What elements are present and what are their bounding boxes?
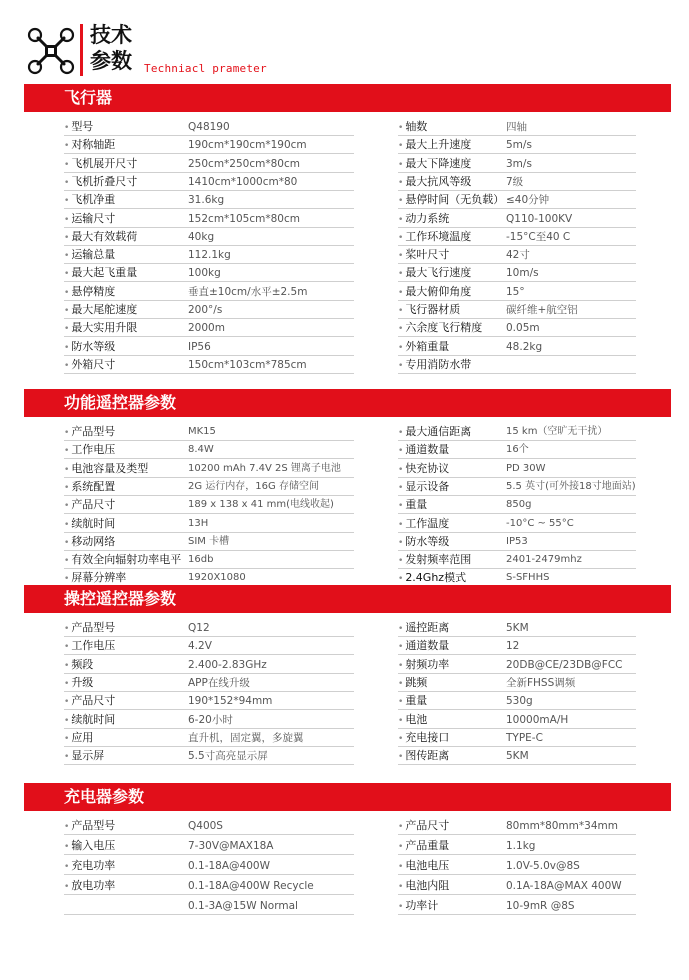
row-divider (398, 854, 636, 855)
spec-value-r: 42寸 (506, 249, 530, 262)
spec-label-text: 动力系统 (405, 211, 450, 225)
bullet-icon: • (398, 715, 404, 726)
bullet-icon: • (398, 642, 404, 653)
bullet-icon: • (64, 715, 70, 726)
bullet-icon: • (64, 287, 70, 298)
spec-label-text: 飞行器材质 (405, 303, 461, 316)
bullet-icon: • (398, 556, 404, 567)
spec-value-l: 10200 mAh 7.4V 2S 锂离子电池 (188, 462, 341, 474)
spec-value-r: 10-9mR @8S (506, 900, 575, 912)
spec-value-l: MK15 (188, 426, 216, 437)
spec-row (24, 155, 671, 173)
spec-value-l: 152cm*105cm*80cm (188, 212, 300, 225)
section-banner: 功能遥控器参数 (24, 389, 671, 417)
spec-value-l: 150cm*103cm*785cm (188, 358, 307, 371)
bullet-icon: • (398, 251, 404, 262)
spec-value-r: 7级 (506, 175, 524, 188)
spec-label-text: 跳频 (405, 675, 428, 689)
spec-value-r: 5.5 英寸(可外接18寸地面站) (506, 480, 636, 492)
spec-value-r: ≤40分钟 (506, 194, 550, 207)
spec-value-l: 190*152*94mm (188, 695, 273, 708)
spec-value-r: 15 km（空旷无干扰） (506, 426, 608, 437)
spec-label-text: 发射频率范围 (405, 553, 472, 567)
spec-value-l: SIM 卡槽 (188, 535, 230, 547)
bullet-icon: • (398, 159, 404, 170)
bullet-icon: • (64, 464, 70, 475)
spec-row (24, 533, 671, 551)
row-divider (64, 834, 354, 835)
page-title (90, 22, 132, 74)
spec-row (24, 478, 671, 496)
spec-value-r: 12 (506, 640, 520, 653)
spec-value-l: 200°/s (188, 304, 223, 316)
spec-label-text: 遥控距离 (405, 621, 450, 634)
spec-label-text: 产品尺寸 (405, 819, 450, 832)
spec-value-r: 20DB@CE/23DB@FCC (506, 658, 623, 671)
spec-value-r: 850g (506, 499, 532, 511)
bullet-icon: • (64, 822, 70, 832)
spec-row (24, 210, 671, 228)
spec-value-l: 13H (188, 517, 209, 529)
spec-value-l: Q400S (188, 820, 223, 832)
spec-row (24, 817, 671, 835)
spec-value-l: 1410cm*1000cm*80 (188, 175, 298, 188)
spec-label-text: 升级 (71, 675, 94, 689)
title-accent-bar (80, 24, 83, 76)
spec-label-text: 重量 (405, 498, 428, 512)
spec-label-text: 防水等级 (405, 534, 450, 548)
spec-section-3 (24, 585, 671, 763)
spec-label-text: 产品尺寸 (71, 694, 116, 708)
spec-label-text: 产品尺寸 (71, 498, 116, 512)
spec-value-l: 2000m (188, 322, 225, 335)
page-title-line2: 参数 (90, 49, 132, 73)
spec-label-text: 系统配置 (71, 479, 116, 493)
spec-value-r: 碳纤维+航空铝 (506, 304, 578, 316)
bullet-icon: • (64, 342, 70, 353)
bullet-icon: • (398, 306, 404, 316)
spec-row (24, 246, 671, 264)
bullet-icon: • (64, 177, 70, 188)
spec-label-text: 型号 (71, 120, 94, 133)
spec-label-text: 最大起飞重量 (71, 266, 138, 280)
row-divider (64, 894, 354, 895)
bullet-icon: • (64, 269, 70, 280)
spec-label-text: 电池 (405, 712, 428, 726)
spec-value-r: 5KM (506, 622, 529, 634)
bullet-icon: • (398, 446, 404, 457)
spec-value-r: 80mm*80mm*34mm (506, 820, 618, 832)
bullet-icon: • (64, 752, 70, 763)
spec-value-r: 5m/s (506, 139, 532, 152)
spec-label-text: 功率计 (405, 899, 439, 912)
spec-label-text: 专用消防水带 (405, 357, 472, 371)
section-banner: 操控遥控器参数 (24, 585, 671, 613)
spec-value-r: 1.1kg (506, 840, 536, 852)
bullet-icon: • (398, 574, 404, 585)
spec-label-text: 悬停精度 (71, 284, 116, 298)
spec-label-text: 运输总量 (71, 248, 116, 262)
bullet-icon: • (398, 882, 404, 892)
spec-row (24, 877, 671, 895)
bullet-icon: • (64, 141, 70, 152)
bullet-icon: • (398, 624, 404, 634)
spec-label-text: 快充协议 (405, 461, 450, 475)
spec-row (24, 515, 671, 533)
bullet-icon: • (398, 269, 404, 280)
row-divider (64, 914, 354, 915)
spec-value-l: 0.1-18A@400W Recycle (188, 880, 314, 892)
page-subtitle: Techniacl prameter (144, 62, 267, 75)
row-divider (398, 894, 636, 895)
spec-value-r: 530g (506, 695, 533, 708)
spec-value-r: 15° (506, 285, 525, 298)
spec-section-1 (24, 84, 671, 371)
spec-value-r: 0.05m (506, 322, 540, 335)
spec-row (24, 496, 671, 514)
spec-label-text: 桨叶尺寸 (405, 248, 450, 262)
bullet-icon: • (398, 678, 404, 689)
spec-label-text: 最大有效载荷 (71, 229, 138, 243)
section-banner: 飞行器 (24, 84, 671, 112)
spec-value-l: 2.400-2.83GHz (188, 658, 267, 671)
row-divider (64, 373, 354, 374)
bullet-icon: • (398, 287, 404, 298)
drone-logo-icon (26, 26, 76, 76)
bullet-icon: • (64, 324, 70, 335)
spec-value-l: 0.1-3A@15W Normal (188, 900, 298, 912)
bullet-icon: • (398, 324, 404, 335)
bullet-icon: • (398, 232, 404, 243)
bullet-icon: • (64, 537, 70, 548)
bullet-icon: • (398, 842, 404, 852)
spec-value-r: -15°C至40 C (506, 230, 571, 243)
spec-label-text: 最大飞行速度 (405, 266, 472, 280)
spec-value-r: S-SFHHS (506, 572, 550, 584)
spec-value-l: 2G 运行内存，16G 存储空间 (188, 480, 319, 492)
bullet-icon: • (398, 123, 404, 133)
spec-label-text: 最大下降速度 (405, 156, 472, 170)
spec-label-text: 外箱尺寸 (71, 357, 116, 371)
spec-value-l: 190cm*190cm*190cm (188, 139, 307, 152)
spec-row (24, 356, 671, 374)
spec-label-text: 移动网络 (71, 534, 116, 548)
spec-row (24, 637, 671, 655)
spec-label-text: 有效全向辐射功率电平 (71, 553, 182, 567)
spec-section-2 (24, 389, 671, 585)
spec-label-text: 飞机折叠尺寸 (71, 174, 138, 188)
spec-label-text: 最大实用升限 (71, 321, 138, 335)
spec-label-text: 应用 (71, 730, 94, 744)
spec-value-r: 10000mA/H (506, 713, 569, 726)
section-banner: 充电器参数 (24, 783, 671, 811)
bullet-icon: • (64, 501, 70, 512)
bullet-icon: • (64, 642, 70, 653)
spec-label-text: 屏幕分辨率 (71, 571, 127, 585)
spec-value-r: 0.1A-18A@MAX 400W (506, 880, 622, 892)
bullet-icon: • (64, 214, 70, 225)
spec-row (24, 264, 671, 282)
spec-label-text: 充电功率 (71, 859, 116, 872)
spec-value-r: PD 30W (506, 462, 546, 474)
bullet-icon: • (64, 882, 70, 892)
bullet-icon: • (64, 482, 70, 493)
spec-value-l: 8.4W (188, 444, 214, 456)
spec-row (24, 441, 671, 459)
bullet-icon: • (398, 733, 404, 744)
spec-value-l: 189 x 138 x 41 mm(电线收起) (188, 499, 334, 511)
spec-value-l: 1920X1080 (188, 572, 246, 584)
spec-value-r: 5KM (506, 750, 529, 763)
spec-label-text: 防水等级 (71, 339, 116, 353)
bullet-icon: • (64, 574, 70, 585)
spec-label-text: 最大上升速度 (405, 138, 472, 152)
spec-value-r: 四轴 (506, 121, 527, 133)
spec-label-text: 放电功率 (71, 879, 116, 892)
spec-label-text: 显示设备 (405, 479, 450, 493)
bullet-icon: • (398, 214, 404, 225)
spec-label-text: 飞机净重 (71, 193, 116, 207)
bullet-icon: • (398, 862, 404, 872)
spec-row (24, 338, 671, 356)
spec-row (24, 711, 671, 729)
spec-value-l: 5.5寸高亮显示屏 (188, 750, 268, 763)
spec-label-text: 最大尾舵速度 (71, 303, 138, 316)
bullet-icon: • (398, 519, 404, 530)
spec-value-l: IP56 (188, 340, 211, 353)
spec-value-l: 垂直±10cm/水平±2.5m (188, 285, 308, 298)
bullet-icon: • (64, 446, 70, 457)
spec-row (24, 837, 671, 855)
bullet-icon: • (398, 360, 404, 371)
spec-value-l: 16db (188, 554, 214, 566)
spec-label-text: 工作温度 (405, 516, 450, 530)
spec-label-text: 外箱重量 (405, 339, 450, 353)
spec-row (24, 747, 671, 765)
spec-label-text: 六余度飞行精度 (405, 321, 483, 335)
spec-label-text: 电池容量及类型 (71, 461, 149, 475)
spec-label-text: 对称轴距 (71, 138, 116, 152)
spec-row (24, 656, 671, 674)
spec-label-text: 充电接口 (405, 730, 450, 744)
spec-value-r: 48.2kg (506, 340, 543, 353)
spec-value-r: 1.0V-5.0v@8S (506, 860, 580, 872)
spec-value-l: 6-20小时 (188, 713, 233, 726)
spec-row (24, 551, 671, 569)
spec-value-r: TYPE-C (506, 731, 543, 744)
spec-value-l: 31.6kg (188, 194, 225, 207)
spec-row (24, 692, 671, 710)
bullet-icon: • (64, 360, 70, 371)
bullet-icon: • (64, 660, 70, 671)
bullet-icon: • (398, 428, 404, 438)
spec-value-l: APP在线升级 (188, 676, 250, 689)
spec-row (24, 857, 671, 875)
spec-section-4 (24, 783, 671, 912)
spec-label-text: 续航时间 (71, 516, 116, 530)
bullet-icon: • (398, 177, 404, 188)
spec-value-r: Q110-100KV (506, 212, 573, 225)
spec-value-l: 250cm*250cm*80cm (188, 157, 300, 170)
spec-value-l: 7-30V@MAX18A (188, 840, 274, 852)
spec-label-text: 悬停时间（无负载） (405, 193, 505, 207)
spec-label-text: 重量 (405, 694, 428, 708)
bullet-icon: • (64, 624, 70, 634)
bullet-icon: • (398, 501, 404, 512)
row-divider (398, 874, 636, 875)
spec-value-l: 直升机，固定翼，多旋翼 (188, 731, 304, 744)
spec-label-text: 图传距离 (405, 749, 450, 763)
bullet-icon: • (398, 342, 404, 353)
spec-label-text: 最大抗风等级 (405, 174, 472, 188)
bullet-icon: • (64, 306, 70, 316)
row-divider (398, 834, 636, 835)
spec-value-l: Q12 (188, 622, 210, 634)
spec-label-text: 输入电压 (71, 839, 116, 852)
bullet-icon: • (64, 697, 70, 708)
bullet-icon: • (64, 678, 70, 689)
spec-label-text: 产品重量 (405, 839, 450, 852)
spec-label-text: 工作环境温度 (405, 229, 472, 243)
spec-label-text: 续航时间 (71, 712, 116, 726)
spec-row (24, 118, 671, 136)
row-divider (64, 854, 354, 855)
bullet-icon: • (64, 556, 70, 567)
spec-label-text: 射频功率 (405, 657, 450, 671)
spec-label-text: 最大俯仰角度 (405, 284, 472, 298)
bullet-icon: • (64, 232, 70, 243)
spec-label-text: 工作电压 (71, 443, 116, 457)
spec-row (24, 191, 671, 209)
spec-label-text: 通道数量 (405, 639, 450, 653)
spec-value-r: 16个 (506, 444, 529, 456)
spec-label-text: 显示屏 (71, 749, 105, 763)
bullet-icon: • (398, 902, 404, 912)
spec-label-text: 工作电压 (71, 639, 116, 653)
spec-row (24, 460, 671, 478)
row-divider (398, 764, 636, 765)
spec-row (24, 228, 671, 246)
spec-label-text: 2.4Ghz模式 (405, 571, 467, 585)
spec-row (24, 136, 671, 154)
bullet-icon: • (398, 822, 404, 832)
spec-label-text: 产品型号 (71, 425, 116, 438)
spec-label-text: 通道数量 (405, 443, 450, 457)
spec-value-r: 10m/s (506, 267, 539, 280)
bullet-icon: • (64, 862, 70, 872)
spec-label-text: 轴数 (405, 120, 428, 133)
spec-label-text: 电池内阻 (405, 879, 450, 892)
spec-value-r: -10°C ~ 55°C (506, 517, 574, 529)
spec-value-l: 4.2V (188, 640, 212, 653)
spec-row (24, 897, 671, 915)
spec-row (24, 301, 671, 319)
bullet-icon: • (398, 141, 404, 152)
bullet-icon: • (64, 123, 70, 133)
row-divider (64, 764, 354, 765)
spec-value-l: 112.1kg (188, 249, 231, 262)
page-title-line1: 技术 (90, 23, 132, 47)
spec-label-text: 频段 (71, 657, 94, 671)
row-divider (398, 914, 636, 915)
bullet-icon: • (64, 159, 70, 170)
bullet-icon: • (398, 464, 404, 475)
bullet-icon: • (64, 428, 70, 438)
bullet-icon: • (64, 196, 70, 207)
spec-row (24, 173, 671, 191)
spec-row (24, 423, 671, 441)
row-divider (64, 874, 354, 875)
bullet-icon: • (398, 196, 404, 207)
bullet-icon: • (64, 733, 70, 744)
spec-value-l: 0.1-18A@400W (188, 860, 270, 872)
bullet-icon: • (398, 697, 404, 708)
spec-row (24, 729, 671, 747)
bullet-icon: • (64, 519, 70, 530)
spec-row (24, 674, 671, 692)
bullet-icon: • (398, 482, 404, 493)
spec-value-r: 全新FHSS调频 (506, 676, 576, 689)
spec-row (24, 283, 671, 301)
spec-label-text: 电池电压 (405, 859, 450, 872)
spec-label-text: 产品型号 (71, 621, 116, 634)
spec-value-l: 100kg (188, 267, 221, 280)
spec-label-text: 最大通信距离 (405, 425, 472, 438)
spec-label-text: 产品型号 (71, 819, 116, 832)
spec-label-text: 飞机展开尺寸 (71, 156, 138, 170)
spec-value-r: 2401-2479mhz (506, 554, 582, 566)
spec-row (24, 619, 671, 637)
spec-value-r: IP53 (506, 535, 528, 547)
spec-value-l: 40kg (188, 230, 215, 243)
bullet-icon: • (398, 537, 404, 548)
spec-row (24, 319, 671, 337)
row-divider (398, 373, 636, 374)
bullet-icon: • (64, 251, 70, 262)
spec-label-text: 运输尺寸 (71, 211, 116, 225)
bullet-icon: • (398, 660, 404, 671)
spec-value-l: Q48190 (188, 121, 230, 133)
spec-value-r: 3m/s (506, 157, 532, 170)
bullet-icon: • (64, 842, 70, 852)
bullet-icon: • (398, 752, 404, 763)
